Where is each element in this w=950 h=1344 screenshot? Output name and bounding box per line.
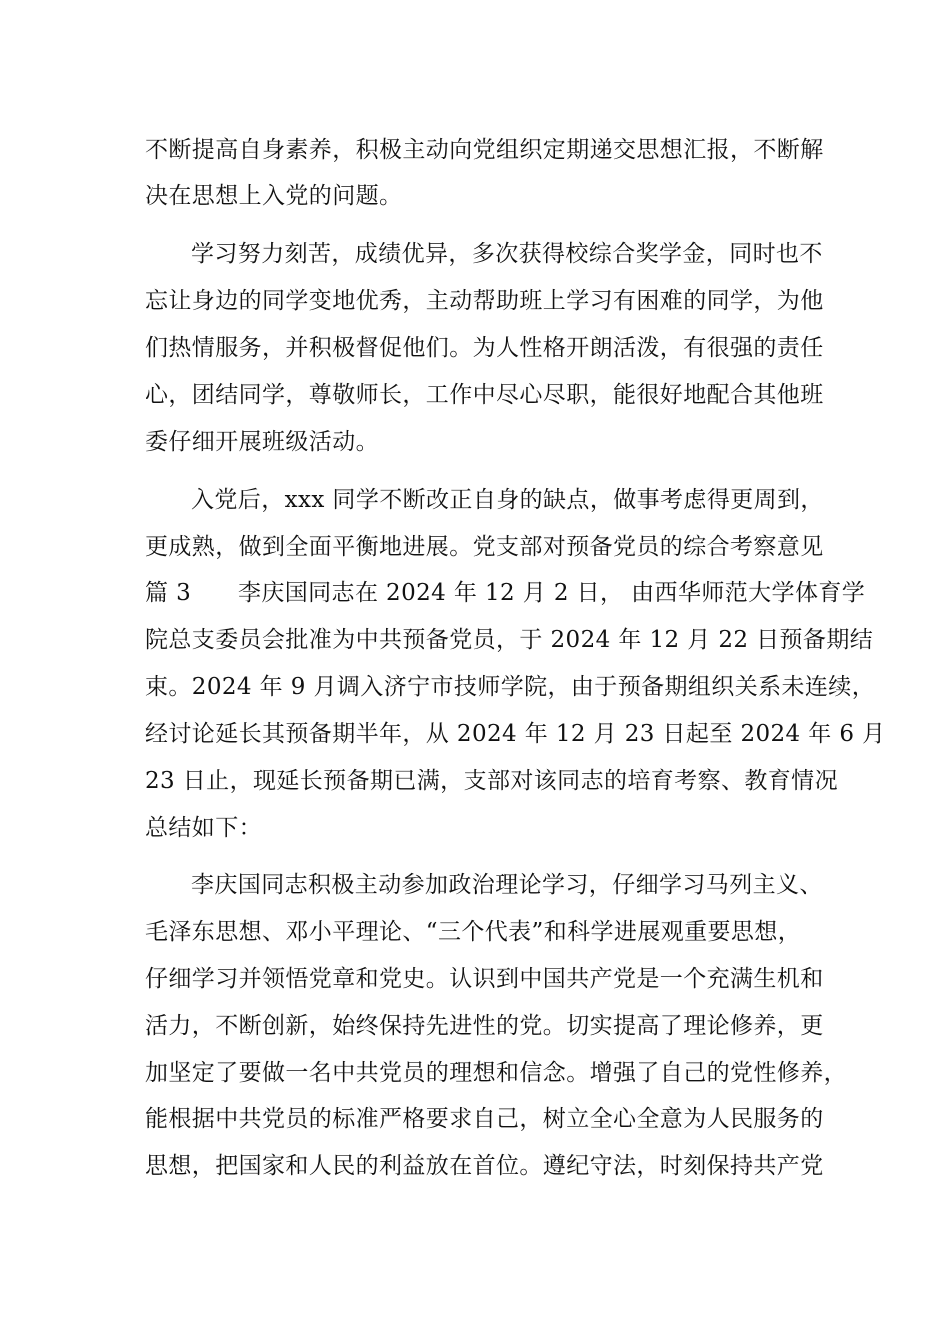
text-line-6: 心，团结同学，尊敬师长，工作中尽心尽职，能很好地配合其他班 <box>145 382 824 408</box>
text-line-21: 能根据中共党员的标准严格要求自己，树立全心全意为人民服务的 <box>145 1106 824 1132</box>
text-line-11: 院总支委员会批准为中共预备党员，于 2024 年 12 月 22 日预备期结 <box>145 627 874 653</box>
text-line-12: 束。2024 年 9 月调入济宁市技师学院，由于预备期组织关系未连续， <box>145 674 876 700</box>
text-line-1: 不断提高自身素养，积极主动向党组织定期递交思想汇报，不断解 <box>145 137 824 163</box>
text-line-18: 仔细学习并领悟党章和党史。认识到中国共产党是一个充满生机和 <box>145 966 824 992</box>
text-line-7: 委仔细开展班级活动。 <box>145 429 379 455</box>
text-line-9: 更成熟，做到全面平衡地进展。党支部对预备党员的综合考察意见 <box>145 534 824 560</box>
text-line-14: 23 日止，现延长预备期已满，支部对该同志的培育考察、教育情况 <box>145 768 838 794</box>
text-line-19: 活力，不断创新，始终保持先进性的党。切实提高了理论修养，更 <box>145 1013 824 1039</box>
text-line-10: 篇 3 李庆国同志在 2024 年 12 月 2 日， 由西华师范大学体育学 <box>145 580 866 606</box>
text-line-2: 决在思想上入党的问题。 <box>145 183 403 209</box>
text-line-15: 总结如下： <box>145 815 262 841</box>
text-line-22: 思想，把国家和人民的利益放在首位。遵纪守法，时刻保持共产党 <box>145 1153 824 1179</box>
text-line-3: 学习努力刻苦，成绩优异，多次获得校综合奖学金，同时也不 <box>191 241 823 267</box>
text-line-20: 加坚定了要做一名中共党员的理想和信念。增强了自己的党性修养， <box>145 1060 847 1086</box>
text-line-17: 毛泽东思想、邓小平理论、“三个代表”和科学进展观重要思想， <box>145 919 802 945</box>
text-line-4: 忘让身边的同学变地优秀，主动帮助班上学习有困难的同学，为他 <box>145 288 824 314</box>
text-line-5: 们热情服务，并积极督促他们。为人性格开朗活泼，有很强的责任 <box>145 335 824 361</box>
text-line-8: 入党后，xxx 同学不断改正自身的缺点，做事考虑得更周到， <box>191 487 824 513</box>
text-line-13: 经讨论延长其预备期半年，从 2024 年 12 月 23 日起至 2024 年 6 月 <box>145 721 886 747</box>
text-line-16: 李庆国同志积极主动参加政治理论学习，仔细学习马列主义、 <box>191 872 823 898</box>
